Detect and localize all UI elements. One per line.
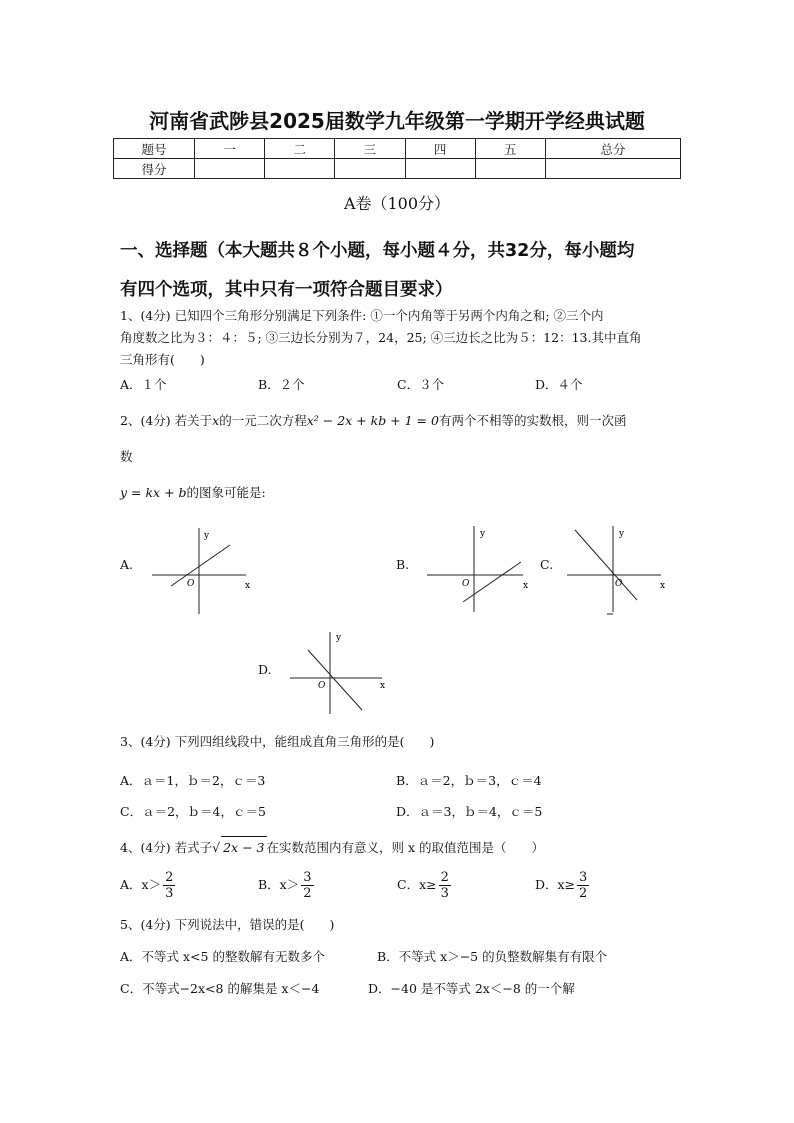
q3-option-b: B．ａ＝2，ｂ＝3，ｃ＝4: [396, 773, 542, 788]
q2-line2: 数: [120, 449, 133, 464]
score-cell: [405, 159, 475, 179]
q4-option-b-fraction: [301, 870, 313, 901]
q2-graph-d: [288, 628, 398, 718]
q5-option-a: A．不等式 x<5 的整数解有无数多个: [120, 949, 325, 964]
q1-line1: 1、(4分) 已知四个三角形分别满足下列条件: ①一个内角等于另两个内角之和; ②三个内: [120, 308, 604, 323]
q1-option-b: B．２个: [258, 377, 305, 392]
part1-heading: [120, 232, 690, 310]
q4-option-c-fraction: [439, 870, 451, 901]
denominator: 2: [579, 886, 588, 901]
q4-option-b: [258, 870, 314, 901]
score-cell: [265, 159, 335, 179]
q4-option-c: [397, 870, 451, 901]
q4-option-d-label: D．x≥: [535, 877, 576, 892]
origin-label: O: [187, 579, 195, 589]
denominator: 3: [165, 886, 174, 901]
score-cell: [335, 159, 405, 179]
q5-option-c: C．不等式−2x<8 的解集是 x＜−4: [120, 981, 320, 996]
q4-option-a-fraction: [163, 870, 175, 901]
exam-title: 河南省武陟县2025届数学九年级第一学期开学经典试题: [149, 109, 645, 133]
q1-option-c: C．３个: [397, 377, 445, 392]
part1-line1: 一、选择题（本大题共８个小题，每小题４分，共32分，每小题均: [120, 241, 635, 261]
q2-pre: 2、(4分) 若关于: [120, 413, 213, 428]
q4-option-d: [535, 870, 589, 901]
y-label: y: [480, 529, 486, 539]
question-5-stem: 5、(4分) 下列说法中，错误的是( ): [120, 917, 335, 932]
q2-graph-b: [425, 522, 535, 614]
question-1-stem: [120, 305, 690, 371]
part1-line2: 有四个选项，其中只有一项符合题目要求）: [120, 280, 453, 300]
q3-option-d: D．ａ＝3，ｂ＝4，ｃ＝5: [396, 804, 543, 819]
q5-option-b: B．不等式 x＞−5 的负整数解集有有限个: [377, 949, 608, 964]
q4-option-a-label: A．x＞: [120, 877, 162, 892]
numerator: 3: [303, 870, 312, 885]
score-table-header-row: [114, 139, 681, 159]
q4-option-a: [120, 870, 175, 901]
x-label: x: [380, 681, 386, 691]
x-label: x: [523, 581, 529, 591]
section-a-heading: A卷（100分）: [343, 194, 451, 213]
q4-post: 在实数范围内有意义，则 x 的取值范围是（ ）: [266, 840, 544, 855]
question-4-stem: [120, 836, 690, 859]
q4-radicand: 2x − 3: [221, 836, 266, 859]
score-row-label: 得分: [114, 159, 195, 179]
q2-mid: 的一元二次方程: [219, 413, 307, 428]
numerator: 2: [165, 870, 174, 885]
q2-label-c: C.: [540, 557, 554, 572]
q4-option-c-label: C．x≥: [397, 877, 437, 892]
score-header-cell: 五: [475, 139, 545, 159]
y-label: y: [336, 633, 342, 643]
question-2-stem: [120, 410, 690, 432]
score-cell: [475, 159, 545, 179]
x-label: x: [660, 581, 666, 591]
q2-label-b: B.: [396, 557, 410, 572]
q2-label-d: D.: [258, 662, 272, 677]
q5-option-d: D．−40 是不等式 2x＜−8 的一个解: [368, 981, 575, 996]
q2-graph-a: [150, 524, 260, 616]
score-header-cell: 一: [195, 139, 265, 159]
q2-line3: [120, 482, 266, 504]
q2-graph-c: [565, 522, 675, 617]
x-label: x: [245, 581, 251, 591]
sqrt-symbol: √: [212, 840, 221, 855]
y-label: y: [619, 529, 625, 539]
q3-option-a: A．ａ＝1，ｂ＝2，ｃ＝3: [120, 773, 266, 788]
q4-pre: 4、(4分) 若式子: [120, 840, 213, 855]
q4-option-d-fraction: [577, 870, 589, 901]
score-table: [113, 138, 681, 179]
score-header-cell: 三: [335, 139, 405, 159]
numerator: 3: [579, 870, 588, 885]
q4-option-b-label: B．x＞: [258, 877, 300, 892]
score-header-cell: 四: [405, 139, 475, 159]
score-header-cell: 二: [265, 139, 335, 159]
y-label: y: [204, 531, 210, 541]
q1-line3: 三角形有( ): [120, 352, 205, 367]
q2-post: 有两个不相等的实数根，则一次函: [438, 413, 627, 428]
q1-option-a: A．１个: [120, 377, 167, 392]
score-header-cell: 题号: [114, 139, 195, 159]
origin-label: O: [462, 579, 470, 589]
score-table-score-row: [114, 159, 681, 179]
score-cell: [195, 159, 265, 179]
q2-equation: x² − 2x + kb + 1 = 0: [306, 413, 439, 428]
q2-line3-post: 的图象可能是:: [186, 485, 266, 500]
numerator: 2: [440, 870, 449, 885]
function-line: [463, 562, 521, 602]
function-line: [308, 650, 362, 710]
denominator: 2: [303, 886, 312, 901]
q2-var-x: x: [212, 413, 220, 428]
q2-label-a: A.: [120, 557, 134, 572]
q3-option-c: C．ａ＝2，ｂ＝4，ｃ＝5: [120, 804, 266, 819]
score-cell: [545, 159, 680, 179]
function-line: [171, 545, 230, 586]
question-3-stem: 3、(4分) 下列四组线段中，能组成直角三角形的是( ): [120, 734, 435, 749]
function-line: [575, 530, 637, 600]
score-header-cell: 总分: [545, 139, 680, 159]
q1-line2: 角度数之比为３：４：５; ③三边长分别为７，24，25; ④三边长之比为５：12：13.其中直角: [120, 330, 642, 345]
q1-option-d: D．４个: [535, 377, 583, 392]
origin-label: O: [615, 579, 623, 589]
origin-label: O: [318, 681, 326, 691]
denominator: 3: [440, 886, 449, 901]
q2-function: y = kx + b: [120, 485, 187, 500]
